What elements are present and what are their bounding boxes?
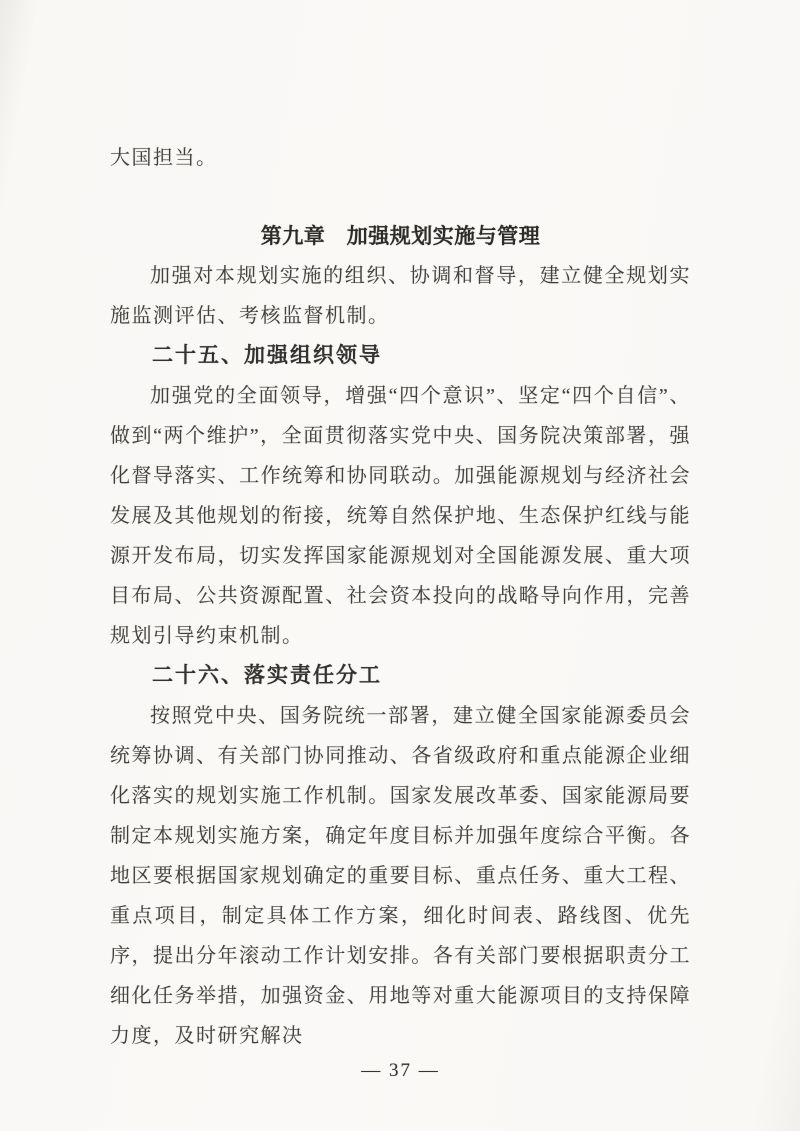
chapter-title: 第九章 加强规划实施与管理 — [260, 224, 541, 248]
section-25-paragraph: 加强党的全面领导，增强“四个意识”、坚定“四个自信”、做到“两个维护”，全面贯彻落实党中央、国务院决策部署，强化督导落实、工作统筹和协同联动。加强能源规划与经济社会发展及其他规划的衔接，统筹自然保护地、生态保护红线与能源开发布局，切实发挥国家能源规划对全国能源发展、重大项目布局、公共资源配置、社会资本投向的战略导向作用，完善规划引导约束机制。 — [110, 385, 691, 647]
chapter-intro-paragraph: 加强对本规划实施的组织、协调和督导，建立健全规划实施监测评估、考核监督机制。 — [110, 265, 691, 327]
section-heading-26: 二十六、落实责任分工 — [152, 664, 382, 687]
section-26-paragraph: 按照党中央、国务院统一部署，建立健全国家能源委员会统筹协调、有关部门协同推动、各省级政府和重点能源企业细化落实的规划实施工作机制。国家发展改革委、国家能源局要制定本规划实施方案，确定年度目标并加强年度综合平衡。各地区要根据国家规划确定的重要目标、重点任务、重大工程、重点项目，制定具体工作方案，细化时间表、路线图、优先序，提出分年滚动工作计划安排。各有关部门要根据职责分工细化任务举措，加强资金、用地等对重大能源项目的支持保障力度，及时研究解决 — [110, 705, 691, 1047]
page-number: — 37 — — [361, 1060, 440, 1081]
carryover-paragraph-line: 大国担当。 — [110, 147, 218, 169]
section-heading-25: 二十五、加强组织领导 — [152, 344, 382, 367]
